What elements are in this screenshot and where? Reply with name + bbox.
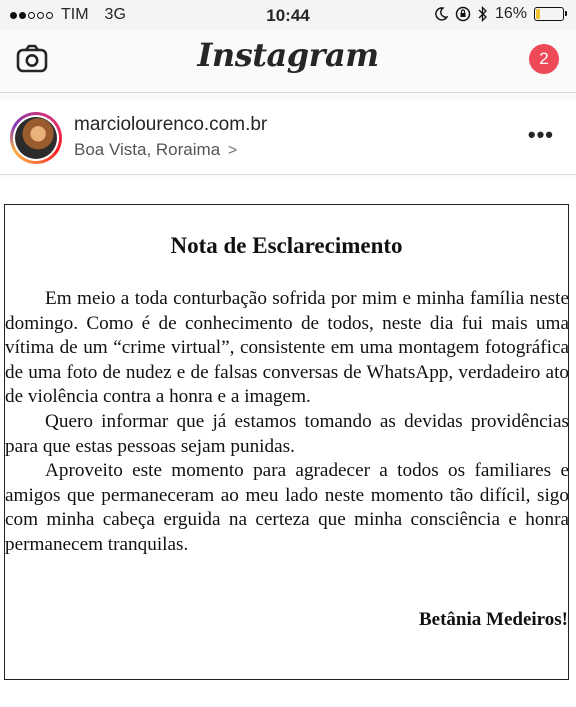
bluetooth-icon (478, 6, 488, 22)
avatar[interactable] (10, 112, 62, 164)
avatar-photo (15, 117, 57, 159)
note-paragraph: Em meio a toda conturbação sofrida por mim e minha família neste domingo. Como é de conhecimento de todos, neste dia fui mais uma vítima de um “crime virtual”, consistente em uma montagem fotográfica de uma foto de nudez e de falsas conversas de WhatsApp, verdadeiro ato de violência contra a honra e a imagem. (5, 288, 569, 408)
battery-percent: 16% (494, 5, 527, 22)
network-label: 3G (104, 6, 126, 23)
post-divider (0, 174, 576, 175)
clock: 10:44 (266, 6, 310, 25)
post-username[interactable]: marciolourenco.com.br (74, 114, 268, 135)
note-document (4, 204, 569, 680)
carrier-label: TIM (61, 6, 89, 23)
moon-icon (434, 7, 448, 21)
note-body (5, 287, 569, 558)
post-location[interactable] (74, 140, 237, 160)
more-options-icon[interactable]: ••• (527, 122, 554, 147)
app-header (0, 30, 576, 92)
post-image[interactable] (0, 177, 576, 707)
instagram-logo: Instagram (197, 36, 379, 74)
header-divider (0, 92, 576, 93)
note-title: Nota de Esclarecimento (170, 233, 403, 258)
location-label: Boa Vista, Roraima (74, 140, 221, 159)
note-paragraph: Aproveito este momento para agradecer a todos os familiares e amigos que permaneceram ao meu lado neste momento tão difícil, sigo com minha cabeça erguida na certeza que minha consciência e honra permanecem tranquilas. (5, 460, 569, 555)
chevron-right-icon: > (227, 142, 238, 159)
note-signature: Betânia Medeiros! (419, 609, 568, 630)
note-paragraph: Quero informar que já estamos tomando as devidas providências para que estas pessoas sejam punidas. (5, 410, 569, 457)
status-bar (0, 0, 576, 30)
battery-icon (534, 7, 564, 21)
status-right (434, 5, 564, 23)
orientation-lock-icon (455, 6, 471, 22)
notification-badge[interactable]: 2 (529, 44, 559, 74)
post-header (0, 100, 576, 174)
